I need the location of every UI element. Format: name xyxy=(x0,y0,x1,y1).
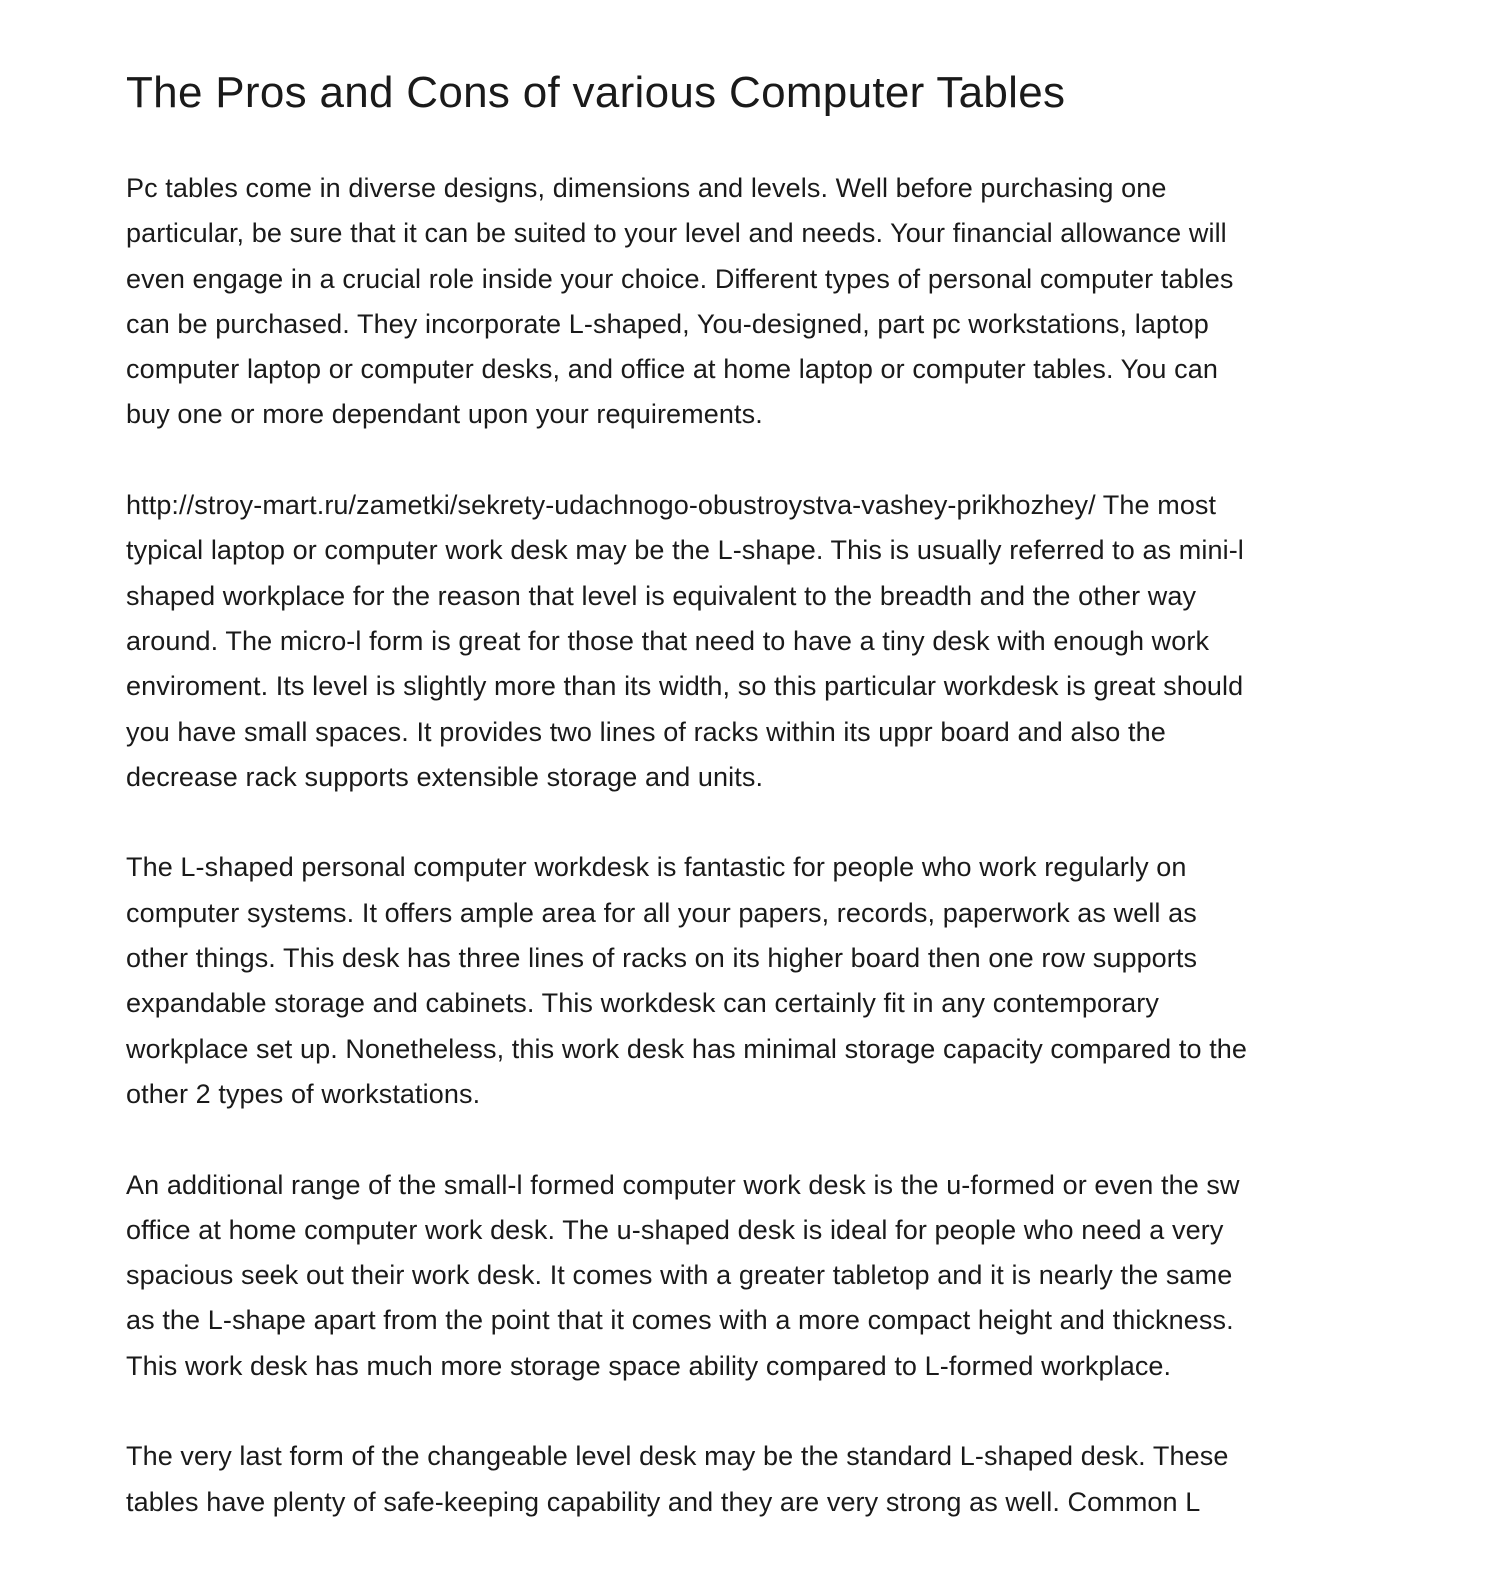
text-line: shaped workplace for the reason that level is equivalent to the breadth and the other way xyxy=(126,580,1197,611)
paragraph xyxy=(126,166,1426,438)
text-line: Pc tables come in diverse designs, dimensions and levels. Well before purchasing one xyxy=(126,173,1167,203)
text-line: even engage in a crucial role inside your choice. Different types of personal computer tables xyxy=(126,263,1234,294)
text-line: expandable storage and cabinets. This workdesk can certainly fit in any contemporary xyxy=(126,988,1159,1019)
text-line: other 2 types of workstations. xyxy=(126,1078,481,1109)
text-line: particular, be sure that it can be suited to your level and needs. Your financial allowance will xyxy=(126,218,1227,249)
text-line: The very last form of the changeable level desk may be the standard L-shaped desk. These xyxy=(126,1441,1229,1472)
text-line: can be purchased. They incorporate L-shaped, You-designed, part pc workstations, laptop xyxy=(126,308,1209,339)
text-line: buy one or more dependant upon your requirements. xyxy=(126,399,763,430)
text-line: other things. This desk has three lines of racks on its higher board then one row supports xyxy=(126,943,1198,974)
page-title: The Pros and Cons of various Computer Tables xyxy=(126,68,1066,117)
text-line: workplace set up. Nonetheless, this work desk has minimal storage capacity compared to the xyxy=(126,1033,1248,1064)
text-line: typical laptop or computer work desk may be the L-shape. This is usually referred to as mini-l xyxy=(126,535,1244,566)
text-line: This work desk has much more storage space ability compared to L-formed workplace. xyxy=(126,1350,1172,1381)
text-line: The L-shaped personal computer workdesk is fantastic for people who work regularly on xyxy=(126,852,1187,883)
text-line: spacious seek out their work desk. It comes with a greater tabletop and it is nearly the same xyxy=(126,1260,1233,1291)
text-line: enviroment. Its level is slightly more than its width, so this particular workdesk is great should xyxy=(126,671,1244,702)
text-line: computer laptop or computer desks, and office at home laptop or computer tables. You can xyxy=(126,354,1218,385)
text-line: office at home computer work desk. The u-shaped desk is ideal for people who need a very xyxy=(126,1214,1224,1245)
paragraph xyxy=(126,1434,1426,1525)
text-line: computer systems. It offers ample area for all your papers, records, paperwork as well as xyxy=(126,897,1197,928)
document-body xyxy=(126,166,1426,1570)
text-line: you have small spaces. It provides two lines of racks within its uppr board and also the xyxy=(126,716,1166,747)
paragraph xyxy=(126,483,1426,800)
paragraph xyxy=(126,1163,1426,1389)
text-line: decrease rack supports extensible storage and units. xyxy=(126,761,764,792)
text-line: http://stroy-mart.ru/zametki/sekrety-udachnogo-obustroystva-vashey-prikhozhey/ The most xyxy=(126,490,1217,521)
paragraph xyxy=(126,845,1426,1117)
text-line: as the L-shape apart from the point that it comes with a more compact height and thickness. xyxy=(126,1305,1234,1336)
text-line: An additional range of the small-l formed computer work desk is the u-formed or even the sw xyxy=(126,1169,1240,1200)
text-line: tables have plenty of safe-keeping capability and they are very strong as well. Common L xyxy=(126,1486,1201,1517)
text-line: around. The micro-l form is great for those that need to have a tiny desk with enough work xyxy=(126,625,1210,656)
